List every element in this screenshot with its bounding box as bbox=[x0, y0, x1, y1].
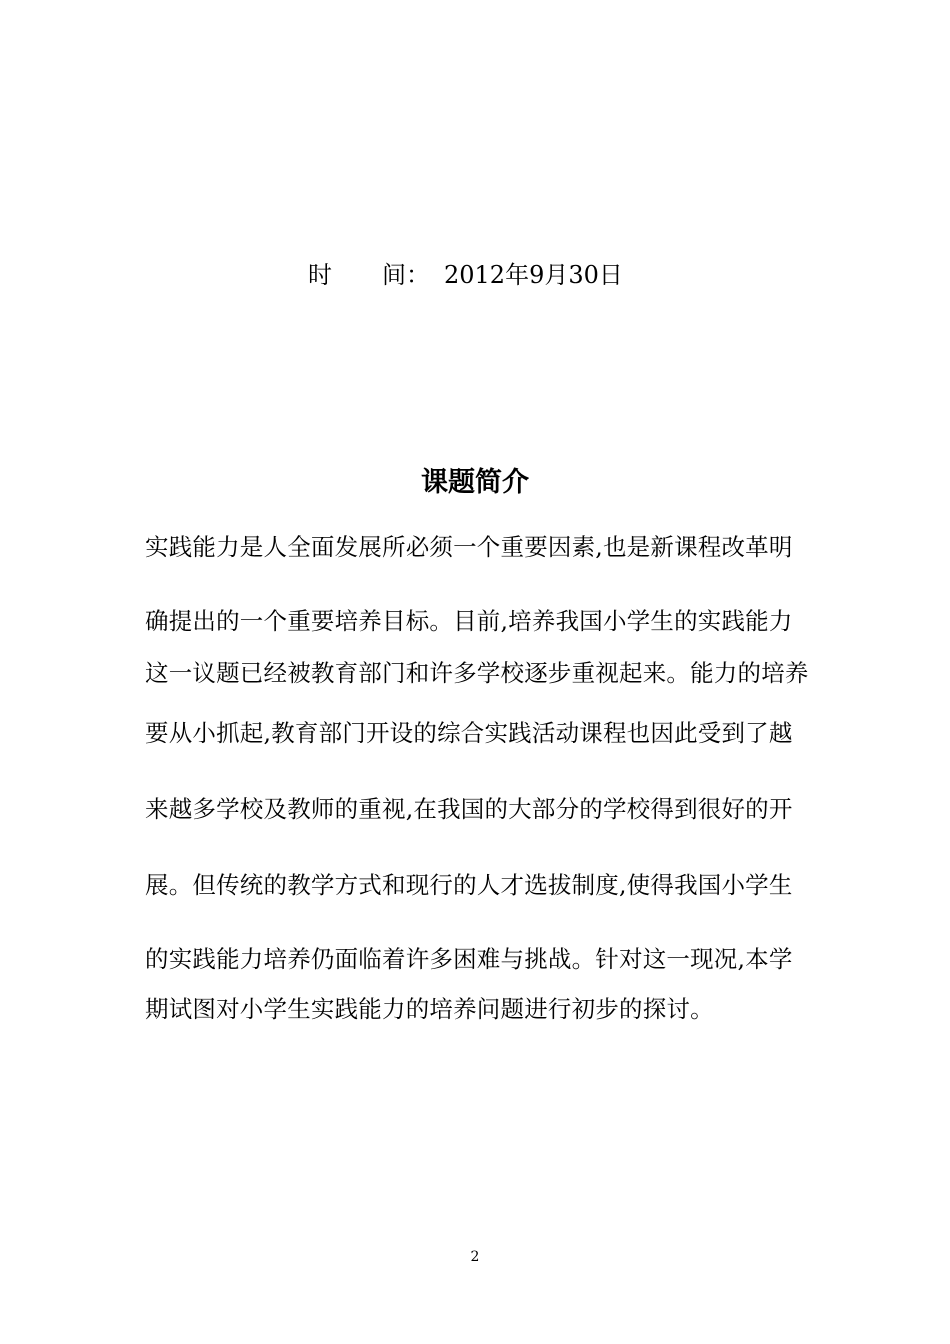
date-value: 2012年9月30日 bbox=[444, 261, 623, 289]
section-title: 课题简介 bbox=[421, 467, 529, 498]
paragraph-line-1: 实践能力是人全面发展所必须一个重要因素,也是新课程改革明 bbox=[145, 533, 793, 561]
paragraph-line-3: 这一议题已经被教育部门和许多学校逐步重视起来。能力的培养 bbox=[145, 659, 809, 687]
paragraph-line-8: 期试图对小学生实践能力的培养问题进行初步的探讨。 bbox=[145, 995, 714, 1023]
date-line bbox=[308, 258, 623, 292]
paragraph-line-7: 的实践能力培养仍面临着许多困难与挑战。针对这一现况,本学 bbox=[145, 945, 793, 973]
date-label-part1: 时 bbox=[308, 261, 332, 289]
paragraph-line-2: 确提出的一个重要培养目标。目前,培养我国小学生的实践能力 bbox=[145, 607, 793, 635]
paragraph-line-6: 展。但传统的教学方式和现行的人才选拔制度,使得我国小学生 bbox=[145, 871, 793, 899]
date-label-part2: 间： bbox=[382, 261, 430, 289]
paragraph-line-4: 要从小抓起,教育部门开设的综合实践活动课程也因此受到了越 bbox=[145, 719, 793, 747]
paragraph-line-5: 来越多学校及教师的重视,在我国的大部分的学校得到很好的开 bbox=[145, 795, 793, 823]
page-number: 2 bbox=[470, 1249, 480, 1265]
